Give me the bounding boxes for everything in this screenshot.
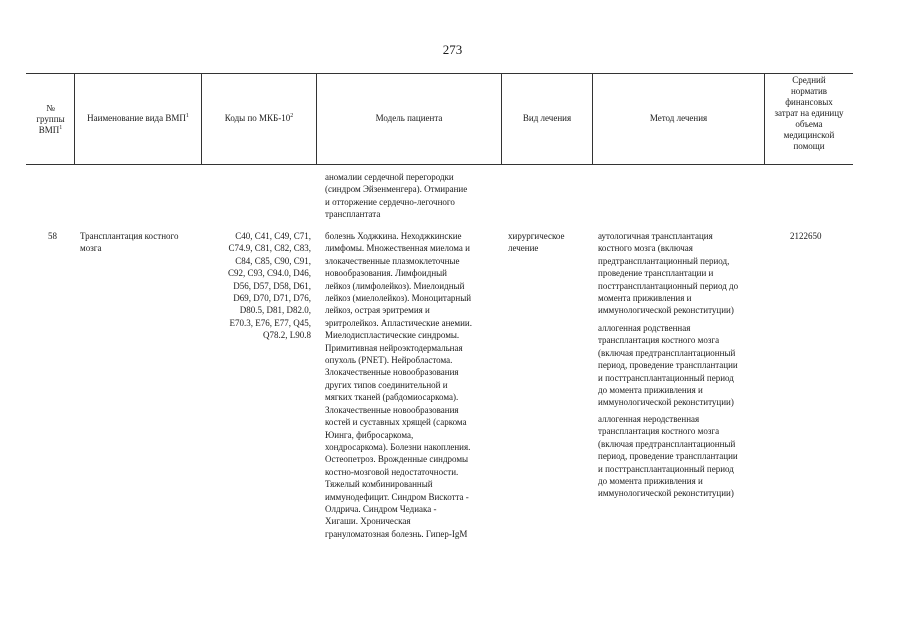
row-icd-codes: C40, C41, C49, C71, C74.9, C81, C82, C83, C84, C85, C90, C91, C92, C93, C94.0, D46, D56, D57, D58, D61, D69, D70, D71, D76, D80.5, D81, D82.0, E70.3, E76, E77, Q45, Q78.2, L90.8 — [227, 231, 311, 341]
header-icd-codes: Коды по МКБ-$10^2$ — [224, 113, 294, 123]
header-bottom-rule — [26, 164, 853, 165]
header-treatment-method: Метод лечения — [649, 113, 708, 123]
page-number: 273 — [442, 42, 463, 57]
row-treatment-type: хирургическое лечение — [508, 231, 565, 254]
row-number: 58 — [48, 231, 57, 241]
table-top-rule — [26, 73, 853, 74]
row-vmp-name: Трансплантация костного мозга — [80, 231, 179, 254]
row-method-allogeneic-related: аллогенная родственная трансплантация костного мозга (включая предтрансплантационный период, проведение трансплантации и посттрансплантационный период до момента приживления и иммунологической реконституции) — [598, 323, 738, 408]
continuation-text: аномалии сердечной перегородки (синдром Эйзенменгера). Отмирание и отторжение сердечно-легочного трансплантата — [325, 172, 468, 220]
row-patient-model: болезнь Ходжкина. Неходжкинские лимфомы. Множественная миелома и злокачественные плазмоклеточные новообразования. Лимфоидный лейкоз (лимфолейкоз). Миелоидный лейкоз (миелолейкоз). Моноцитарный лейкоз, острая эритремия и эритролейкоз. Апластические анемии. Миелодиспластические синдромы. Примитивная нейроэктодермальная опухоль (PNET). Нейробластома. Злокачественные новообразования других типов соединительной и мягких тканей (рабдомиосаркома). Злокачественные новообразования костей и суставных хрящей (саркома Юинга, фибросаркома, хондросаркома). Болезни накопления. Остеопетроз. Врожденные синдромы костно-мозговой недостаточности. Тяжелый комбинированный иммунодефицит. Синдром Вискотта - Олдрича. Синдром Чедиака - Хигаши. Хроническая грануломатозная болезнь. Гипер-IgM — [325, 231, 472, 539]
header-average-cost: Средний норматив финансовых затрат на единицу объема медицинской помощи — [774, 75, 844, 151]
header-group-number: № группы ВМП$^1$ — [36, 103, 65, 135]
row-method-autologous: аутологичная трансплантация костного мозга (включая предтрансплантационный период, проведение трансплантации и посттрансплантационный период до момента приживления и иммунологической реконституции) — [598, 231, 739, 316]
row-average-cost: 2122650 — [790, 231, 822, 241]
row-method-allogeneic-unrelated: аллогенная неродственная трансплантация костного мозга (включая предтрансплантационный период, проведение трансплантации и посттрансплантационный период до момента приживления и иммунологической реконституции) — [598, 414, 738, 499]
header-vmp-name: Наименование вида ВМП$^1$ — [87, 113, 189, 123]
header-patient-model: Модель пациента — [375, 113, 443, 123]
header-treatment-type: Вид лечения — [522, 113, 572, 123]
